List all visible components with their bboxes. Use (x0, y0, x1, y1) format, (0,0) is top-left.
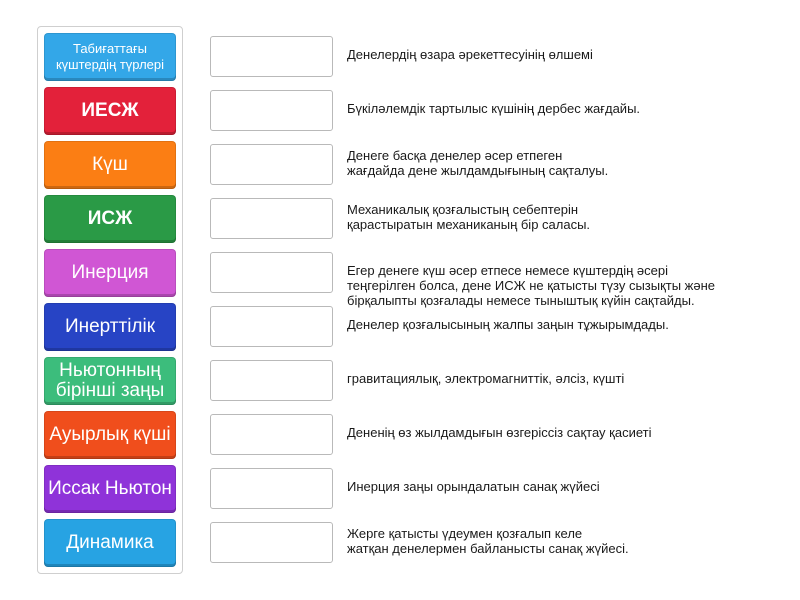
drop-box-1[interactable] (210, 36, 333, 77)
drop-box-10[interactable] (210, 522, 333, 563)
description-6: Денелер қозғалысының жалпы заңын тұжырымдады. (347, 317, 669, 332)
tile-9[interactable]: Иссак Ньютон (44, 465, 176, 513)
drop-box-9[interactable] (210, 468, 333, 509)
tile-1[interactable]: Табиғаттағы күштердің түрлері (44, 33, 176, 81)
tile-6[interactable]: Инерттілік (44, 303, 176, 351)
drop-box-6[interactable] (210, 306, 333, 347)
description-7: гравитациялық, электромагниттік, әлсіз, күшті (347, 371, 625, 386)
tile-4[interactable]: ИСЖ (44, 195, 176, 243)
description-3: Денеге басқа денелер әсер етпеген жағдайда дене жылдамдығының сақталуы. (347, 148, 609, 178)
tile-8[interactable]: Ауырлық күші (44, 411, 176, 459)
tiles-panel (37, 26, 183, 574)
description-4: Механикалық қозғалыстың себептерін қарастыратын механиканың бір саласы. (347, 202, 591, 232)
description-2: Бүкіләлемдік тартылыс күшінің дербес жағдайы. (347, 101, 641, 116)
drop-box-2[interactable] (210, 90, 333, 131)
description-10: Жерге қатысты үдеумен қозғалып келе жатқан денелермен байланысты санақ жүйесі. (347, 526, 629, 556)
drop-box-5[interactable] (210, 252, 333, 293)
tile-2[interactable]: ИЕСЖ (44, 87, 176, 135)
drop-box-3[interactable] (210, 144, 333, 185)
tile-5[interactable]: Инерция (44, 249, 176, 297)
tile-3[interactable]: Күш (44, 141, 176, 189)
drop-box-8[interactable] (210, 414, 333, 455)
description-5: Егер денеге күш әсер етпесе немесе күштердің әсері теңгерілген болса, дене ИСЖ не қатысты түзу сызықты және бірқалыпты қозғалады немесе тыныштық күйін сақтайды. (347, 263, 716, 308)
tile-7[interactable]: Ньютонның бірінші заңы (44, 357, 176, 405)
description-1: Денелердің өзара әрекеттесуінің өлшемі (347, 47, 593, 62)
tile-10[interactable]: Динамика (44, 519, 176, 567)
drop-box-7[interactable] (210, 360, 333, 401)
drop-box-4[interactable] (210, 198, 333, 239)
description-9: Инерция заңы орындалатын санақ жүйесі (347, 479, 600, 494)
description-8: Дененің өз жылдамдығын өзгеріссіз сақтау қасиеті (347, 425, 652, 440)
